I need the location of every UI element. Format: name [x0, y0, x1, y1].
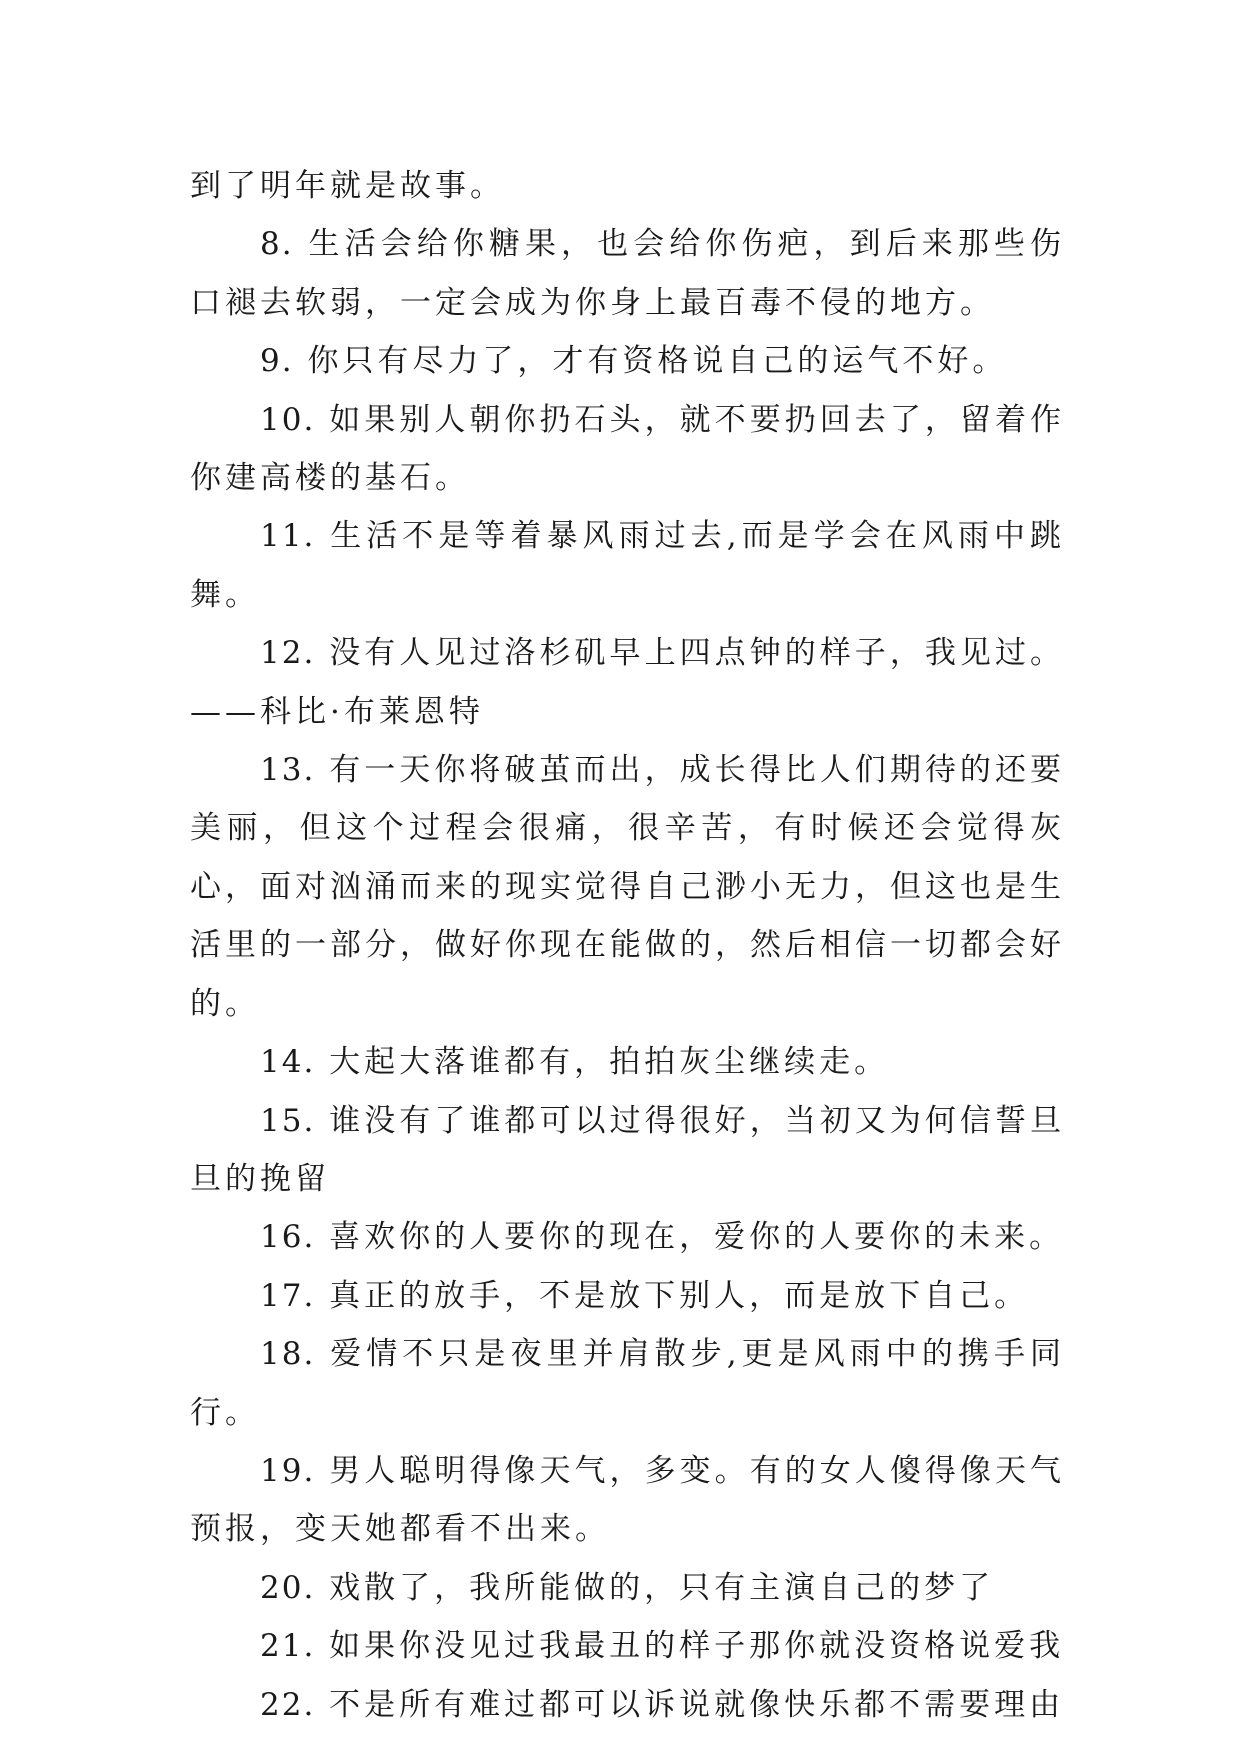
quote-text: 爱情不只是夜里并肩散步,更是风雨中的携手同行。	[190, 1336, 1065, 1431]
quote-9	[190, 332, 1065, 390]
quote-20	[190, 1559, 1065, 1617]
quote-number: 18.	[260, 1336, 316, 1373]
quote-16	[190, 1208, 1065, 1266]
quote-text: 大起大落谁都有，拍拍灰尘继续走。	[329, 1044, 890, 1081]
quote-number: 19.	[260, 1452, 316, 1489]
quote-text: 男人聪明得像天气，多变。有的女人傻得像天气预报，变天她都看不出来。	[190, 1452, 1066, 1548]
quote-number: 8.	[260, 226, 294, 263]
quote-number: 10.	[260, 401, 316, 438]
quote-21	[190, 1617, 1065, 1675]
quote-number: 11.	[260, 518, 316, 555]
quote-text: 喜欢你的人要你的现在，爱你的人要你的未来。	[329, 1219, 1065, 1256]
quote-text: 如果别人朝你扔石头，就不要扔回去了，留着作你建高楼的基石。	[190, 401, 1066, 497]
quote-text: 谁没有了谁都可以过得很好，当初又为何信誓旦旦的挽留	[190, 1102, 1066, 1197]
quote-number: 12.	[260, 635, 316, 672]
quote-number: 22.	[260, 1686, 316, 1723]
quote-number: 20.	[260, 1569, 316, 1606]
quote-text: 戏散了，我所能做的，只有主演自己的梦了	[329, 1569, 995, 1606]
quote-text: 你只有尽力了，才有资格说自己的运气不好。	[307, 343, 1008, 380]
quote-18	[190, 1325, 1065, 1442]
quote-text: 不是所有难过都可以诉说就像快乐都不需要理由	[329, 1686, 1065, 1723]
quote-22	[190, 1676, 1065, 1734]
quote-number: 14.	[260, 1044, 316, 1081]
quote-text: 如果你没见过我最丑的样子那你就没资格说爱我	[329, 1628, 1065, 1665]
quote-text: 有一天你将破茧而出，成长得比人们期待的还要美丽，但这个过程会很痛，很辛苦，有时候还会觉得灰心，面对汹涌而来的现实觉得自己渺小无力，但这也是生活里的一部分，做好你现在能做的，然后相信一切都会好的。	[190, 752, 1066, 1022]
quote-10	[190, 391, 1065, 508]
quote-15	[190, 1092, 1065, 1209]
quote-text: 生活会给你糖果，也会给你伤疤，到后来那些伤口褪去软弱，一定会成为你身上最百毒不侵的地方。	[190, 226, 1066, 321]
paragraph-text: 到了明年就是故事。	[190, 168, 505, 204]
quote-13	[190, 741, 1065, 1033]
quote-19	[190, 1442, 1065, 1559]
quote-number: 13.	[260, 752, 316, 789]
text-body	[190, 157, 1065, 1734]
quote-number: 17.	[260, 1277, 316, 1314]
quote-text: 真正的放手，不是放下别人，而是放下自己。	[329, 1277, 1030, 1314]
paragraph-continuation	[190, 157, 1065, 215]
quote-number: 9.	[260, 343, 294, 380]
quote-text: 没有人见过洛杉矶早上四点钟的样子，我见过。——科比·布莱恩特	[190, 635, 1066, 730]
quote-number: 16.	[260, 1219, 316, 1256]
quote-number: 15.	[260, 1102, 316, 1139]
quote-14	[190, 1033, 1065, 1091]
quote-11	[190, 507, 1065, 624]
quote-17	[190, 1267, 1065, 1325]
quote-8	[190, 215, 1065, 332]
quote-number: 21.	[260, 1628, 316, 1665]
quote-text: 生活不是等着暴风雨过去,而是学会在风雨中跳舞。	[190, 518, 1065, 613]
quote-12	[190, 624, 1065, 741]
